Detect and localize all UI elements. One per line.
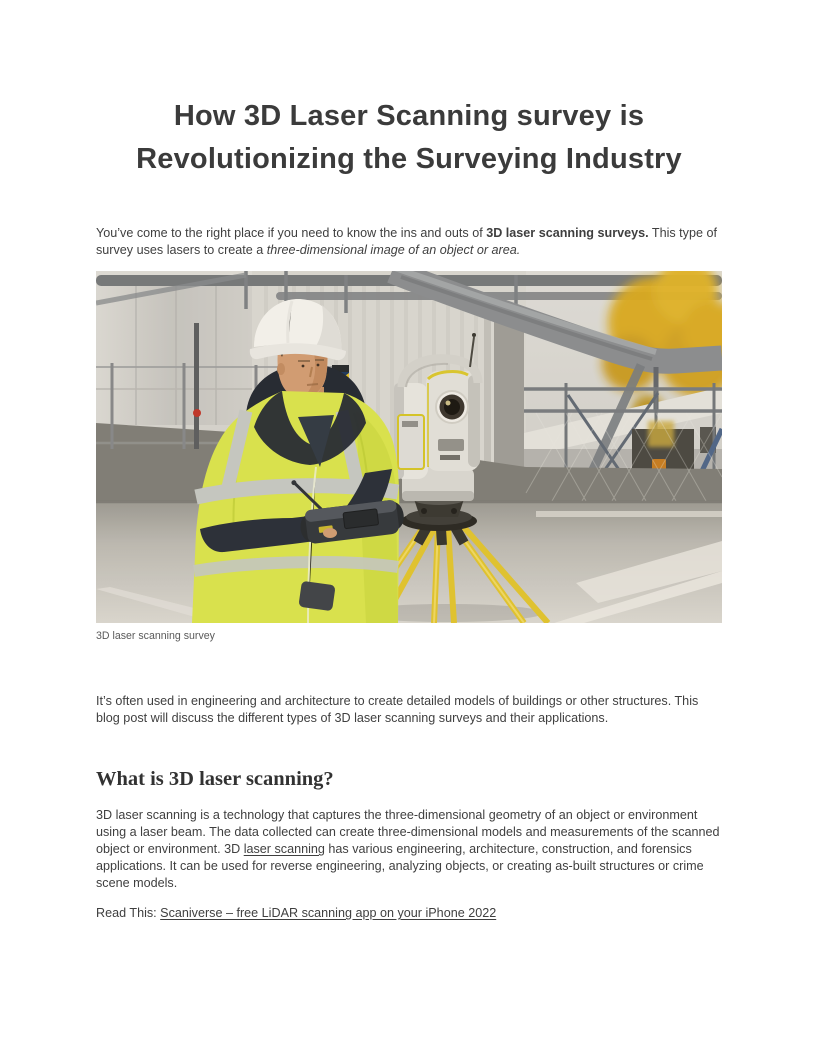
- read-this-line: [96, 905, 722, 922]
- surveyor-photo: [96, 271, 722, 623]
- intro-italic-phrase: three-dimensional image of an object or area.: [266, 243, 521, 257]
- read-this-label: Read This:: [96, 906, 161, 920]
- intro-paragraph: [96, 225, 722, 259]
- scaniverse-link[interactable]: Scaniverse – free LiDAR scanning app on your iPhone 2022: [160, 906, 497, 920]
- figure-block: [96, 271, 722, 643]
- intro-text-1: You’ve come to the right place if you need to know the ins and outs of: [96, 226, 487, 240]
- photo-caption: 3D laser scanning survey: [96, 630, 215, 642]
- definition-paragraph: [96, 807, 722, 892]
- usage-paragraph: It’s often used in engineering and architecture to create detailed models of buildings or other structures. This blog post will discuss the different types of 3D laser scanning surveys and their applications.: [96, 694, 699, 725]
- laser-scanning-link[interactable]: laser scanning: [243, 842, 325, 856]
- intro-text-2: This type of survey uses lasers to create a: [96, 226, 717, 257]
- definition-text-1: 3D laser scanning is a technology that captures the three-dimensional geometry of an object or environment using a laser beam. The data collected can create three-dimensional models and measurements of the scanned object or environment. 3D: [96, 808, 720, 856]
- definition-text-2: has various engineering, architecture, construction, and forensics applications. It can be used for reverse engineering, analyzing objects, or creating as-built structures or crime scene models.: [96, 842, 704, 890]
- page-title-line2: Revolutionizing the Surveying Industry: [136, 143, 682, 175]
- section-heading: What is 3D laser scanning?: [96, 768, 334, 790]
- photo-tint: [96, 271, 722, 623]
- intro-bold-phrase: 3D laser scanning surveys.: [486, 226, 649, 240]
- page-title: [96, 95, 722, 181]
- page-title-line1: How 3D Laser Scanning survey is: [173, 100, 645, 132]
